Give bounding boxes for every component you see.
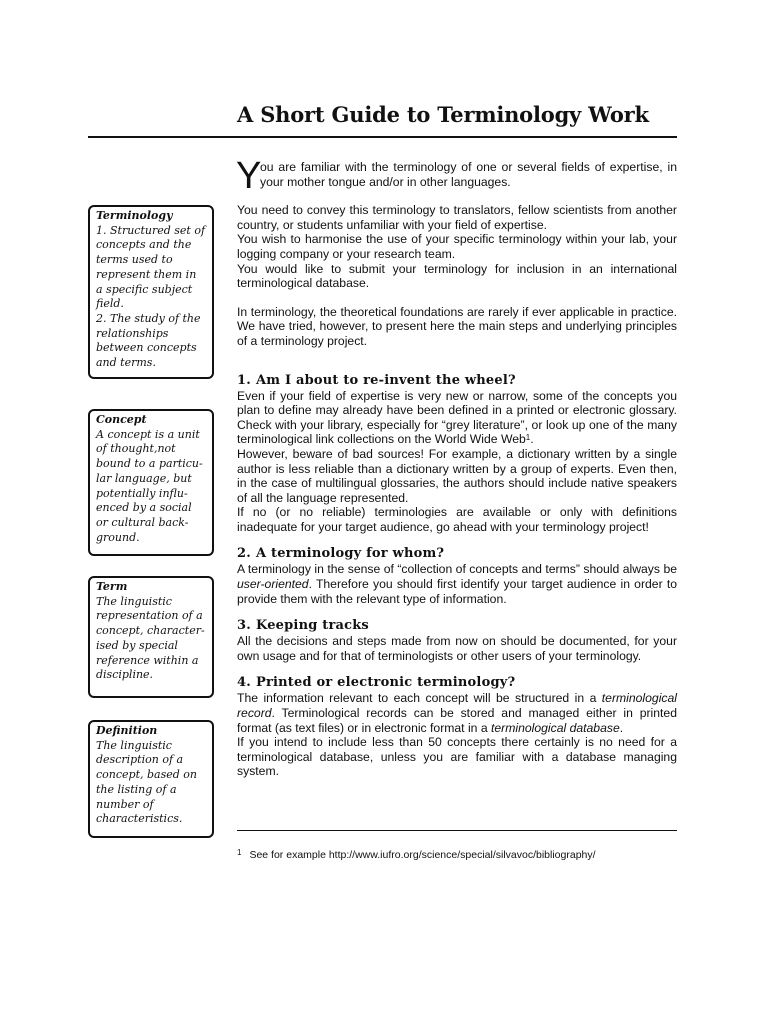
glossary-term: Concept [96, 413, 147, 426]
footnote-ref: 1 [525, 433, 531, 443]
glossary-box-definition [88, 720, 214, 838]
main-content [236, 155, 677, 779]
section-heading-3: 3. Keeping tracks [237, 618, 369, 634]
section-3-paragraph: All the decisions and steps made from now on should be documented, for your own usage and for that of terminologists or other users of your terminology. [237, 634, 677, 663]
glossary-box-term [88, 576, 214, 698]
section-1-paragraph: If no (or no reliable) terminologies are available or only with definitions inadequate for your target audience, go ahead with your terminology project! [237, 505, 677, 534]
title-rule [88, 136, 677, 138]
body-paragraph: You wish to harmonise the use of your specific terminology within your lab, your logging company or your research team. [237, 232, 677, 261]
glossary-definition: The linguistic representation of a concept, character- ised by special reference within a discipline. [96, 594, 205, 682]
page-title: A Short Guide to Terminology Work [237, 102, 649, 127]
footnote-rule [237, 830, 677, 831]
footnote-number: 1 [237, 848, 242, 857]
body-paragraph: You would like to submit your terminology for inclusion in an international terminological database. [237, 261, 677, 291]
section-4-paragraph: If you intend to include less than 50 concepts there certainly is no need for a terminological database, unless you are familiar with a database managing system. [237, 735, 677, 779]
section-heading-4: 4. Printed or electronic terminology? [237, 675, 516, 691]
glossary-definition: 1. Structured set of concepts and the terms used to represent them in a specific subject field. 2. The study of the relationships between concepts and terms. [96, 223, 206, 370]
drop-cap: Y [236, 155, 262, 197]
glossary-definition: A concept is a unit of thought,not bound to a particu- lar language, but potentially influ- enced by a social or cultural back- ground. [96, 427, 203, 544]
section-heading-2: 2. A terminology for whom? [237, 546, 445, 562]
section-4-paragraph: The information relevant to each concept will be structured in a terminological record. Terminological records can be stored and managed either in printed format (as text files) or in electronic format in a terminological database. [237, 691, 677, 735]
glossary-definition: The linguistic description of a concept, based on the listing of a number of characteristics. [96, 738, 197, 826]
intro-text: ou are familiar with the terminology of one or several fields of expertise, in your mother tongue and/or in other languages. [260, 160, 677, 189]
body-paragraph: You need to convey this terminology to translators, fellow scientists from another country, or students unfamiliar with your field of expertise. [237, 203, 677, 232]
glossary-term: Terminology [96, 209, 173, 222]
body-paragraph: In terminology, the theoretical foundations are rarely if ever applicable in practice. We have tried, however, to present here the main steps and underlying principles of a terminology project. [237, 304, 677, 348]
glossary-term: Definition [96, 724, 158, 737]
footnote-text: See for example http://www.iufro.org/science/special/silvavoc/bibliography/ [249, 849, 596, 861]
glossary-term: Term [96, 580, 128, 593]
footnote [237, 849, 596, 861]
section-1-paragraph: However, beware of bad sources! For example, a dictionary written by a single author is less reliable than a dictionary written by a group of experts. Even then, in the case of multilingual glossaries, the authors should include native speakers of all the language represented. [237, 446, 677, 505]
section-1-paragraph: Even if your field of expertise is very new or narrow, some of the concepts you plan to define may already have been defined in a printed or electronic glossary. Check with your library, especially for “grey literature”, or look up one of the many terminological link collections on the World Wide Web$^1$. [237, 388, 677, 447]
section-2-paragraph: A terminology in the sense of “collection of concepts and terms” should always be user-oriented. Therefore you should first identify your target audience in order to provide them with the relevant type of information. [237, 562, 677, 606]
intro-paragraph [236, 155, 677, 197]
glossary-box-terminology [88, 205, 214, 379]
section-heading-1: 1. Am I about to re-invent the wheel? [237, 372, 516, 388]
glossary-box-concept [88, 409, 214, 556]
